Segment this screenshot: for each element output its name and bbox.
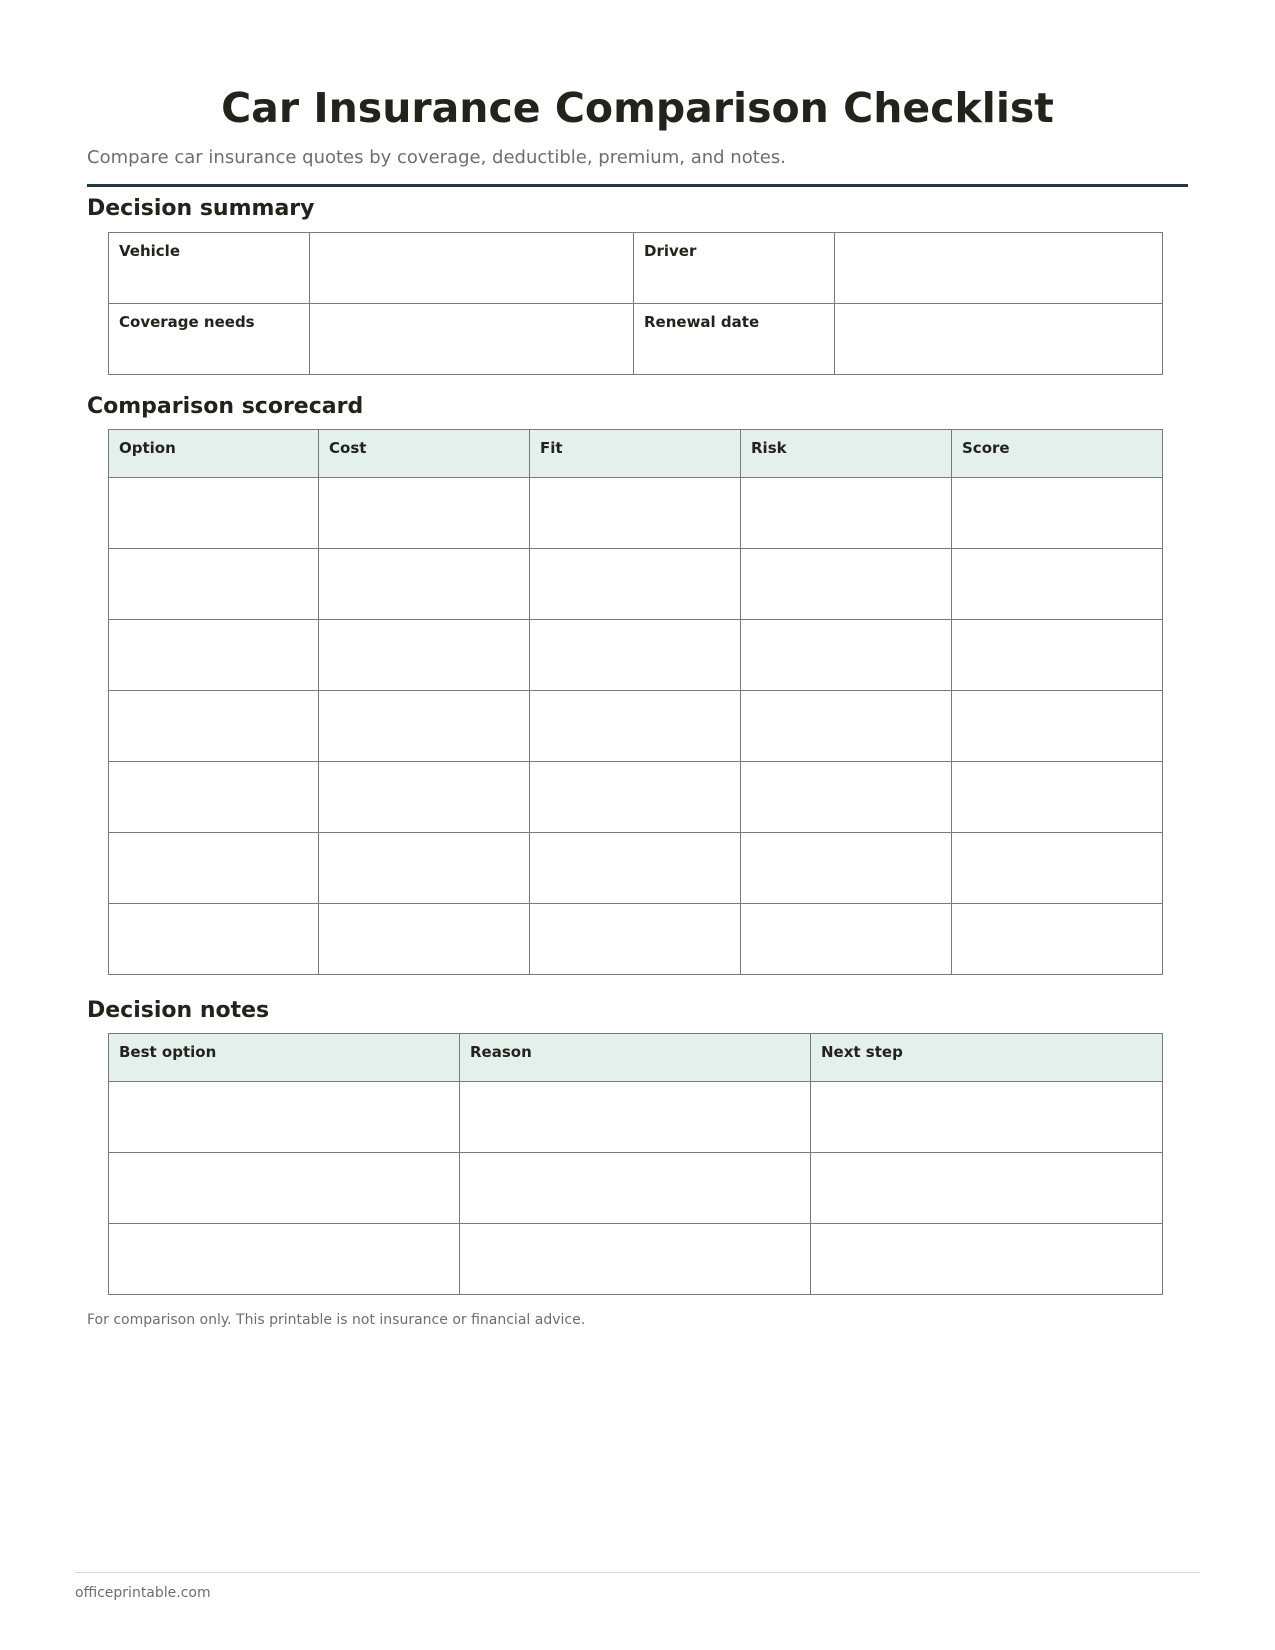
column-header-option: Option [109, 430, 319, 478]
table-row [109, 833, 1163, 904]
table-row [109, 478, 1163, 549]
table-cell[interactable] [741, 762, 952, 833]
title-divider [87, 184, 1188, 187]
table-cell[interactable] [109, 1082, 460, 1153]
summary-label: Coverage needs [119, 313, 255, 331]
table-cell[interactable] [109, 762, 319, 833]
renewal-date-field[interactable] [835, 304, 1163, 375]
table-row [109, 691, 1163, 762]
table-cell[interactable] [319, 762, 530, 833]
table-cell[interactable] [952, 833, 1163, 904]
table-cell[interactable] [530, 478, 741, 549]
page-title: Car Insurance Comparison Checklist [221, 84, 1054, 132]
table-cell[interactable] [319, 691, 530, 762]
table-cell[interactable] [811, 1153, 1163, 1224]
summary-label-cell [109, 304, 310, 375]
coverage-needs-field[interactable] [310, 304, 634, 375]
table-row [109, 904, 1163, 975]
column-header-risk: Risk [741, 430, 952, 478]
table-row [109, 1082, 1163, 1153]
scorecard-table [108, 429, 1163, 975]
footer-divider [75, 1572, 1200, 1573]
table-cell[interactable] [319, 904, 530, 975]
table-cell[interactable] [109, 691, 319, 762]
vehicle-field[interactable] [310, 233, 634, 304]
table-cell[interactable] [109, 1153, 460, 1224]
table-cell[interactable] [741, 691, 952, 762]
table-cell[interactable] [952, 620, 1163, 691]
column-header-next-step: Next step [811, 1034, 1163, 1082]
table-cell[interactable] [109, 620, 319, 691]
table-row [109, 1153, 1163, 1224]
column-header-best-option: Best option [109, 1034, 460, 1082]
table-cell[interactable] [319, 549, 530, 620]
decision-summary-heading: Decision summary [87, 196, 315, 221]
decision-notes-heading: Decision notes [87, 998, 270, 1023]
notes-header-row [109, 1034, 1163, 1082]
table-cell[interactable] [530, 904, 741, 975]
table-cell[interactable] [952, 691, 1163, 762]
summary-label: Vehicle [119, 242, 180, 260]
driver-field[interactable] [835, 233, 1163, 304]
table-cell[interactable] [811, 1082, 1163, 1153]
table-cell[interactable] [319, 620, 530, 691]
summary-row [109, 304, 1163, 375]
table-cell[interactable] [460, 1224, 811, 1295]
summary-label: Driver [644, 242, 697, 260]
table-row [109, 549, 1163, 620]
table-cell[interactable] [460, 1082, 811, 1153]
table-cell[interactable] [741, 549, 952, 620]
decision-summary-table [108, 232, 1163, 375]
summary-label-cell [109, 233, 310, 304]
table-cell[interactable] [530, 762, 741, 833]
table-cell[interactable] [952, 904, 1163, 975]
column-header-score: Score [952, 430, 1163, 478]
table-cell[interactable] [109, 549, 319, 620]
table-cell[interactable] [741, 833, 952, 904]
disclaimer-footnote: For comparison only. This printable is not insurance or financial advice. [87, 1312, 586, 1328]
table-row [109, 1224, 1163, 1295]
table-cell[interactable] [741, 478, 952, 549]
summary-row [109, 233, 1163, 304]
column-header-cost: Cost [319, 430, 530, 478]
table-cell[interactable] [460, 1153, 811, 1224]
table-row [109, 762, 1163, 833]
decision-notes-table [108, 1033, 1163, 1295]
page-subtitle: Compare car insurance quotes by coverage, deductible, premium, and notes. [87, 147, 786, 168]
table-cell[interactable] [952, 549, 1163, 620]
column-header-fit: Fit [530, 430, 741, 478]
table-cell[interactable] [109, 1224, 460, 1295]
summary-label-cell [634, 233, 835, 304]
table-cell[interactable] [952, 478, 1163, 549]
footer-brand: officeprintable.com [75, 1585, 211, 1601]
table-cell[interactable] [952, 762, 1163, 833]
table-cell[interactable] [319, 478, 530, 549]
table-cell[interactable] [109, 904, 319, 975]
table-cell[interactable] [530, 549, 741, 620]
column-header-reason: Reason [460, 1034, 811, 1082]
table-cell[interactable] [530, 833, 741, 904]
table-cell[interactable] [741, 904, 952, 975]
table-cell[interactable] [109, 478, 319, 549]
table-cell[interactable] [109, 833, 319, 904]
table-cell[interactable] [530, 691, 741, 762]
summary-label-cell [634, 304, 835, 375]
table-cell[interactable] [530, 620, 741, 691]
table-cell[interactable] [319, 833, 530, 904]
scorecard-heading: Comparison scorecard [87, 394, 364, 419]
summary-label: Renewal date [644, 313, 760, 331]
table-cell[interactable] [811, 1224, 1163, 1295]
table-cell[interactable] [741, 620, 952, 691]
table-row [109, 620, 1163, 691]
scorecard-header-row [109, 430, 1163, 478]
